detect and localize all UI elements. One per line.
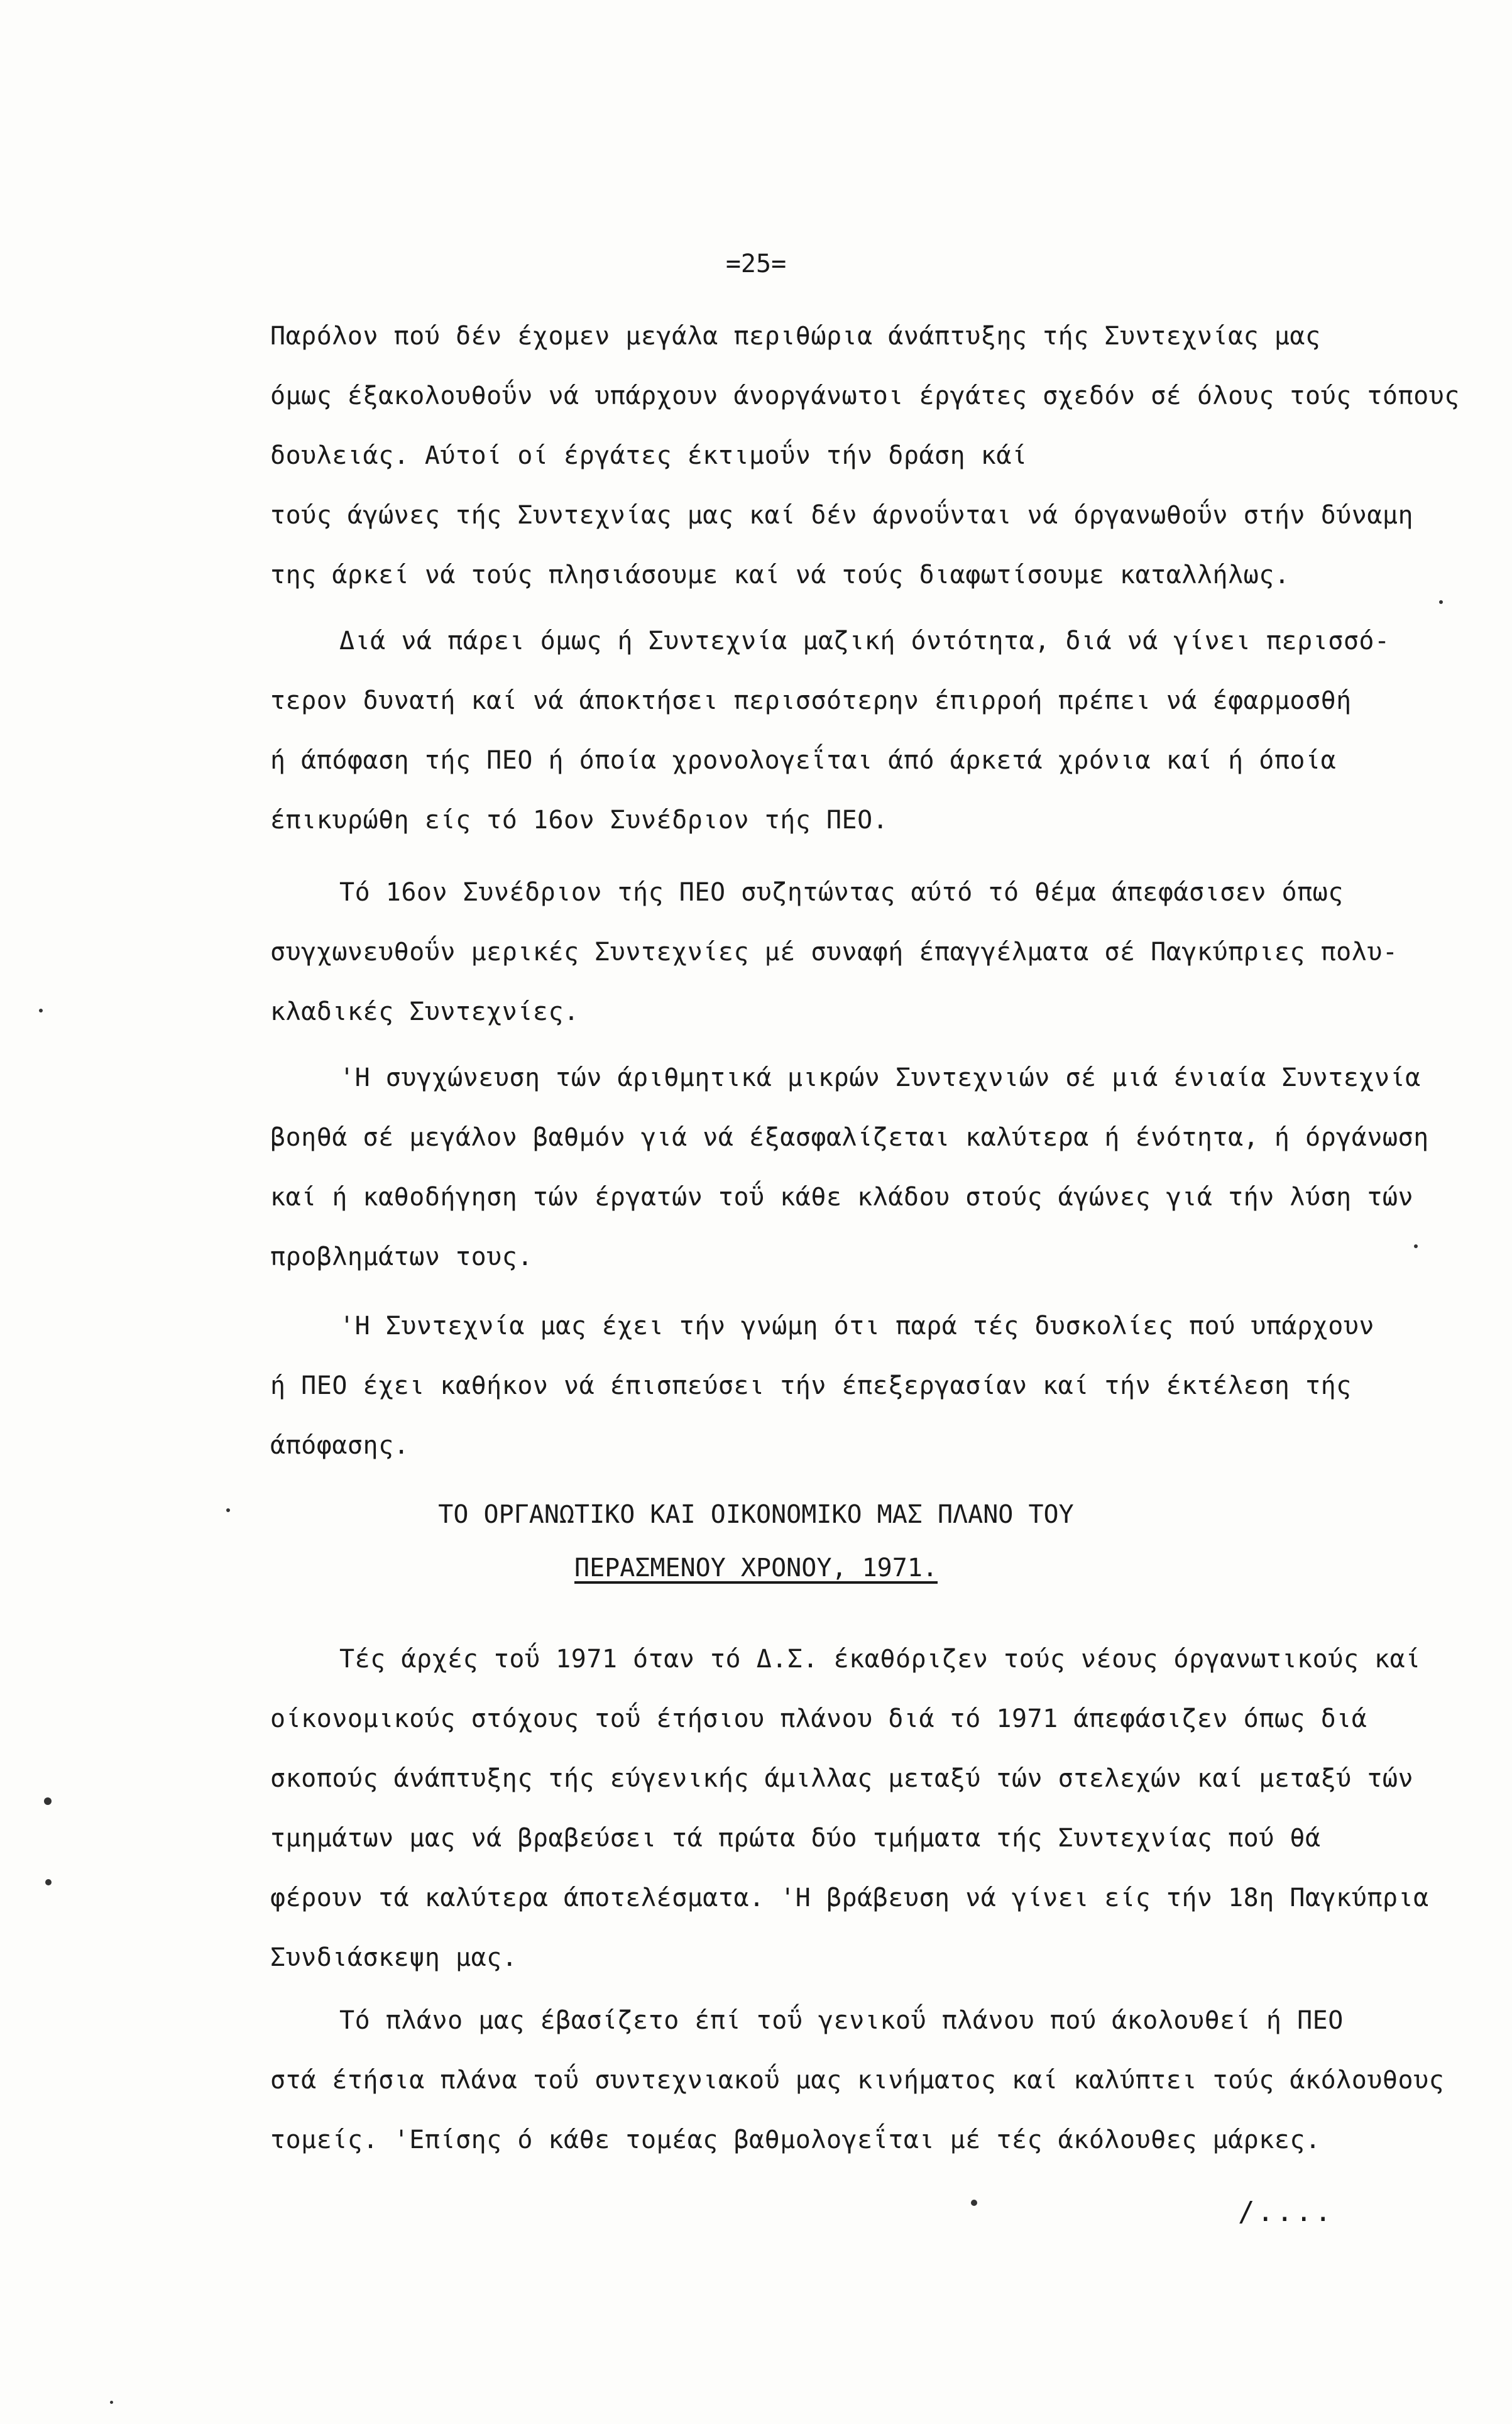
para2-line-1: Διά νά πάρει όμως ή Συντεχνία μαζική όντότητα, διά νά γίνει περισσό- bbox=[339, 627, 1390, 655]
scan-speck bbox=[971, 2200, 977, 2206]
para7-line-2: στά έτήσια πλάνα τοΰ συντεχνιακοΰ μας κινήματος καί καλύπτει τούς άκόλουθους bbox=[270, 2066, 1445, 2095]
section-heading-line-2 bbox=[0, 1552, 1512, 1584]
scan-speck bbox=[45, 1879, 52, 1885]
section-heading-underlined-text: ΠΕΡΑΣΜΕΝΟΥ ΧΡΟΝΟΥ, 1971. bbox=[574, 1554, 938, 1582]
para6-line-5: φέρουν τά καλύτερα άποτελέσματα. 'Η βράβευση νά γίνει είς τήν 18η Παγκύπρια bbox=[270, 1884, 1429, 1912]
para4-line-3: καί ή καθοδήγηση τών έργατών τοΰ κάθε κλάδου στούς άγώνες γιά τήν λύση τών bbox=[270, 1183, 1414, 1212]
para3-line-2: συγχωνευθοΰν μερικές Συντεχνίες μέ συναφή έπαγγέλματα σέ Παγκύπριες πολυ- bbox=[270, 938, 1398, 967]
para7-line-3: τομείς. 'Επίσης ό κάθε τομέας βαθμολογεΐται μέ τές άκόλουθες μάρκες. bbox=[270, 2125, 1321, 2154]
para2-line-3: ή άπόφαση τής ΠΕΟ ή όποία χρονολογεΐται άπό άρκετά χρόνια καί ή όποία bbox=[270, 746, 1337, 775]
para6-line-4: τμημάτων μας νά βραβεύσει τά πρώτα δύο τμήματα τής Συντεχνίας πού θά bbox=[270, 1824, 1321, 1853]
para6-line-3: σκοπούς άνάπτυξης τής εύγενικής άμιλλας μεταξύ τών στελεχών καί μεταξύ τών bbox=[270, 1764, 1414, 1793]
scan-speck bbox=[39, 1009, 43, 1012]
para1-line-5: της άρκεί νά τούς πλησιάσουμε καί νά τούς διαφωτίσουμε καταλλήλως. bbox=[270, 561, 1290, 590]
para6-line-6: Συνδιάσκεψη μας. bbox=[270, 1943, 518, 1972]
scan-speck bbox=[226, 1508, 230, 1512]
para1-line-2: όμως έξακολουθοΰν νά υπάρχουν άνοργάνωτοι έργάτες σχεδόν σέ όλους τούς τόπους bbox=[270, 381, 1460, 410]
para3-line-1: Τό 16ον Συνέδριον τής ΠΕΟ συζητώντας αύτό τό θέμα άπεφάσισεν όπως bbox=[339, 878, 1344, 907]
para1-line-3: δουλειάς. Αύτοί οί έργάτες έκτιμοΰν τήν δράση κάί bbox=[270, 441, 1027, 470]
para6-line-2: οίκονομικούς στόχους τοΰ έτήσιου πλάνου διά τό 1971 άπεφάσιζεν όπως διά bbox=[270, 1704, 1367, 1733]
para5-line-3: άπόφασης. bbox=[270, 1431, 410, 1460]
continuation-mark: /.... bbox=[1238, 2196, 1334, 2228]
para1-line-4: τούς άγώνες τής Συντεχνίας μας καί δέν άρνοΰνται νά όργανωθοΰν στήν δύναμη bbox=[270, 501, 1414, 530]
scan-speck bbox=[110, 2401, 113, 2404]
scan-speck bbox=[1439, 600, 1443, 604]
para1-line-1: Παρόλον πού δέν έχομεν μεγάλα περιθώρια άνάπτυξης τής Συντεχνίας μας bbox=[270, 322, 1321, 351]
para5-line-2: ή ΠΕΟ έχει καθήκον νά έπισπεύσει τήν έπεξεργασίαν καί τήν έκτέλεση τής bbox=[270, 1371, 1352, 1400]
para4-line-1: 'Η συγχώνευση τών άριθμητικά μικρών Συντεχνιών σέ μιά ένιαία Συντεχνία bbox=[339, 1063, 1421, 1092]
para3-line-3: κλαδικές Συντεχνίες. bbox=[270, 997, 579, 1026]
para5-line-1: 'Η Συντεχνία μας έχει τήν γνώμη ότι παρά τές δυσκολίες πού υπάρχουν bbox=[339, 1312, 1374, 1341]
para2-line-4: έπικυρώθη είς τό 16ον Συνέδριον τής ΠΕΟ. bbox=[270, 806, 889, 835]
scan-speck bbox=[1414, 1244, 1418, 1248]
scan-speck bbox=[44, 1797, 52, 1805]
para4-line-2: βοηθά σέ μεγάλον βαθμόν γιά νά έξασφαλίζεται καλύτερα ή ένότητα, ή όργάνωση bbox=[270, 1123, 1429, 1152]
para6-line-1: Τές άρχές τοΰ 1971 όταν τό Δ.Σ. έκαθόριζεν τούς νέους όργανωτικούς καί bbox=[339, 1645, 1421, 1674]
para4-line-4: προβλημάτων τους. bbox=[270, 1242, 533, 1271]
page-number: =25= bbox=[725, 250, 787, 278]
para2-line-2: τερον δυνατή καί νά άποκτήσει περισσότερην έπιρροή πρέπει νά έφαρμοσθή bbox=[270, 686, 1352, 715]
para7-line-1: Τό πλάνο μας έβασίζετο έπί τοΰ γενικοΰ πλάνου πού άκολουθεί ή ΠΕΟ bbox=[339, 2006, 1344, 2035]
section-heading-line-1: ΤΟ ΟΡΓΑΝΩΤΙΚΟ ΚΑΙ ΟΙΚΟΝΟΜΙΚΟ ΜΑΣ ΠΛΑΝΟ ΤΟΥ bbox=[438, 1500, 1074, 1529]
